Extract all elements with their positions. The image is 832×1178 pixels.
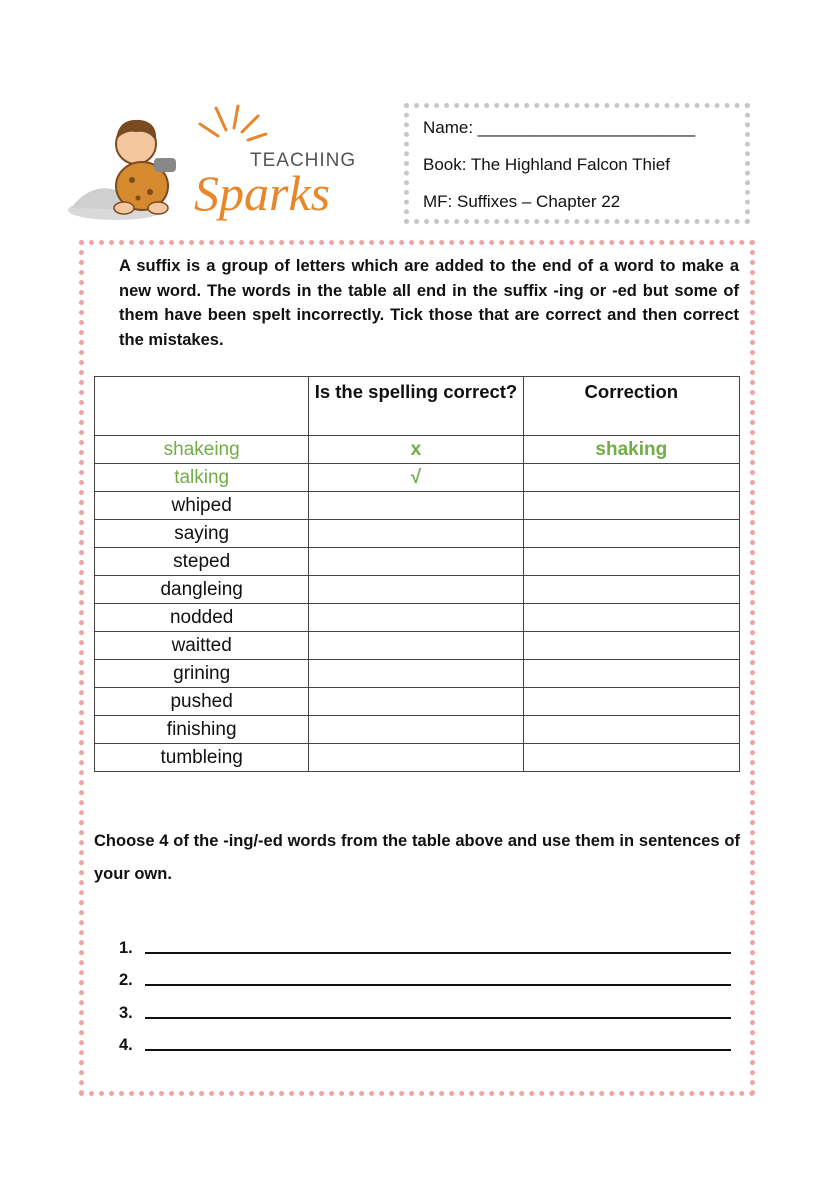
- table-row: [95, 632, 740, 660]
- correction-cell[interactable]: [523, 688, 739, 716]
- correction-cell[interactable]: [523, 716, 739, 744]
- table-row: [95, 604, 740, 632]
- correction-cell[interactable]: [523, 632, 739, 660]
- table-row: [95, 576, 740, 604]
- table-row: [95, 744, 740, 772]
- word-cell: steped: [95, 548, 309, 576]
- intro-paragraph: A suffix is a group of letters which are added to the end of a word to make a new word. The words in the table all end in the suffix -ing or -ed but some of them have been spelt incorrectly. Tick those that are correct and then correct the mistakes.: [119, 257, 739, 349]
- mf-line: MF: Suffixes – Chapter 22: [423, 192, 621, 211]
- correct-cell: x: [309, 436, 523, 464]
- answer-line[interactable]: [119, 990, 731, 1023]
- answer-blank[interactable]: [145, 934, 731, 954]
- table-row: [95, 492, 740, 520]
- header-word: [95, 377, 309, 436]
- table-row: [95, 688, 740, 716]
- word-cell: grining: [95, 660, 309, 688]
- correct-cell[interactable]: [309, 548, 523, 576]
- correct-cell[interactable]: [309, 576, 523, 604]
- teaching-sparks-logo: [66, 104, 386, 228]
- table-row-example: [95, 436, 740, 464]
- answer-number: 4.: [119, 1036, 133, 1054]
- name-line[interactable]: Name: _______________________: [423, 118, 696, 137]
- correct-cell[interactable]: [309, 660, 523, 688]
- header-correction: Correction: [523, 377, 739, 436]
- correction-cell[interactable]: [523, 660, 739, 688]
- logo-teaching-text: TEACHING: [250, 150, 357, 171]
- word-cell: dangleing: [95, 576, 309, 604]
- table-row: [95, 660, 740, 688]
- answer-blank[interactable]: [145, 999, 731, 1019]
- answer-blank[interactable]: [145, 966, 731, 986]
- answer-number: 3.: [119, 1003, 133, 1022]
- correct-cell[interactable]: [309, 744, 523, 772]
- logo-graphic: [66, 104, 386, 228]
- word-cell: pushed: [95, 688, 309, 716]
- word-cell: talking: [95, 464, 309, 492]
- book-line: Book: The Highland Falcon Thief: [423, 155, 670, 174]
- correction-cell[interactable]: [523, 520, 739, 548]
- word-cell: whiped: [95, 492, 309, 520]
- suffix-table: [94, 376, 740, 772]
- answer-lines: [119, 925, 731, 1055]
- header-spelling-correct: Is the spelling correct?: [309, 377, 523, 436]
- task2-instructions: Choose 4 of the -ing/-ed words from the table above and use them in sentences of your own.: [94, 832, 740, 883]
- correction-cell[interactable]: [523, 744, 739, 772]
- word-cell: nodded: [95, 604, 309, 632]
- correction-cell[interactable]: [523, 548, 739, 576]
- word-cell: finishing: [95, 716, 309, 744]
- correction-cell[interactable]: [523, 576, 739, 604]
- correct-cell[interactable]: [309, 492, 523, 520]
- table-row: [95, 716, 740, 744]
- correct-cell[interactable]: [309, 520, 523, 548]
- table-row: [95, 520, 740, 548]
- table-header-row: [95, 377, 740, 436]
- answer-number: 1.: [119, 938, 133, 957]
- correction-cell: [523, 464, 739, 492]
- answer-line[interactable]: [119, 958, 731, 991]
- correction-cell[interactable]: [523, 604, 739, 632]
- logo-sparks-text: Sparks: [194, 165, 331, 221]
- answer-line[interactable]: [119, 925, 731, 958]
- word-cell: tumbleing: [95, 744, 309, 772]
- word-cell: saying: [95, 520, 309, 548]
- answer-blank[interactable]: [145, 1031, 731, 1051]
- correction-cell: shaking: [523, 436, 739, 464]
- correction-cell[interactable]: [523, 492, 739, 520]
- correct-cell: √: [309, 464, 523, 492]
- correct-cell[interactable]: [309, 688, 523, 716]
- answer-number: 2.: [119, 971, 133, 989]
- table-row-example: [95, 464, 740, 492]
- word-cell: waitted: [95, 632, 309, 660]
- correct-cell[interactable]: [309, 632, 523, 660]
- correct-cell[interactable]: [309, 716, 523, 744]
- answer-line[interactable]: [119, 1023, 731, 1056]
- table-row: [95, 548, 740, 576]
- word-cell: shakeing: [95, 436, 309, 464]
- correct-cell[interactable]: [309, 604, 523, 632]
- info-box: [404, 103, 750, 224]
